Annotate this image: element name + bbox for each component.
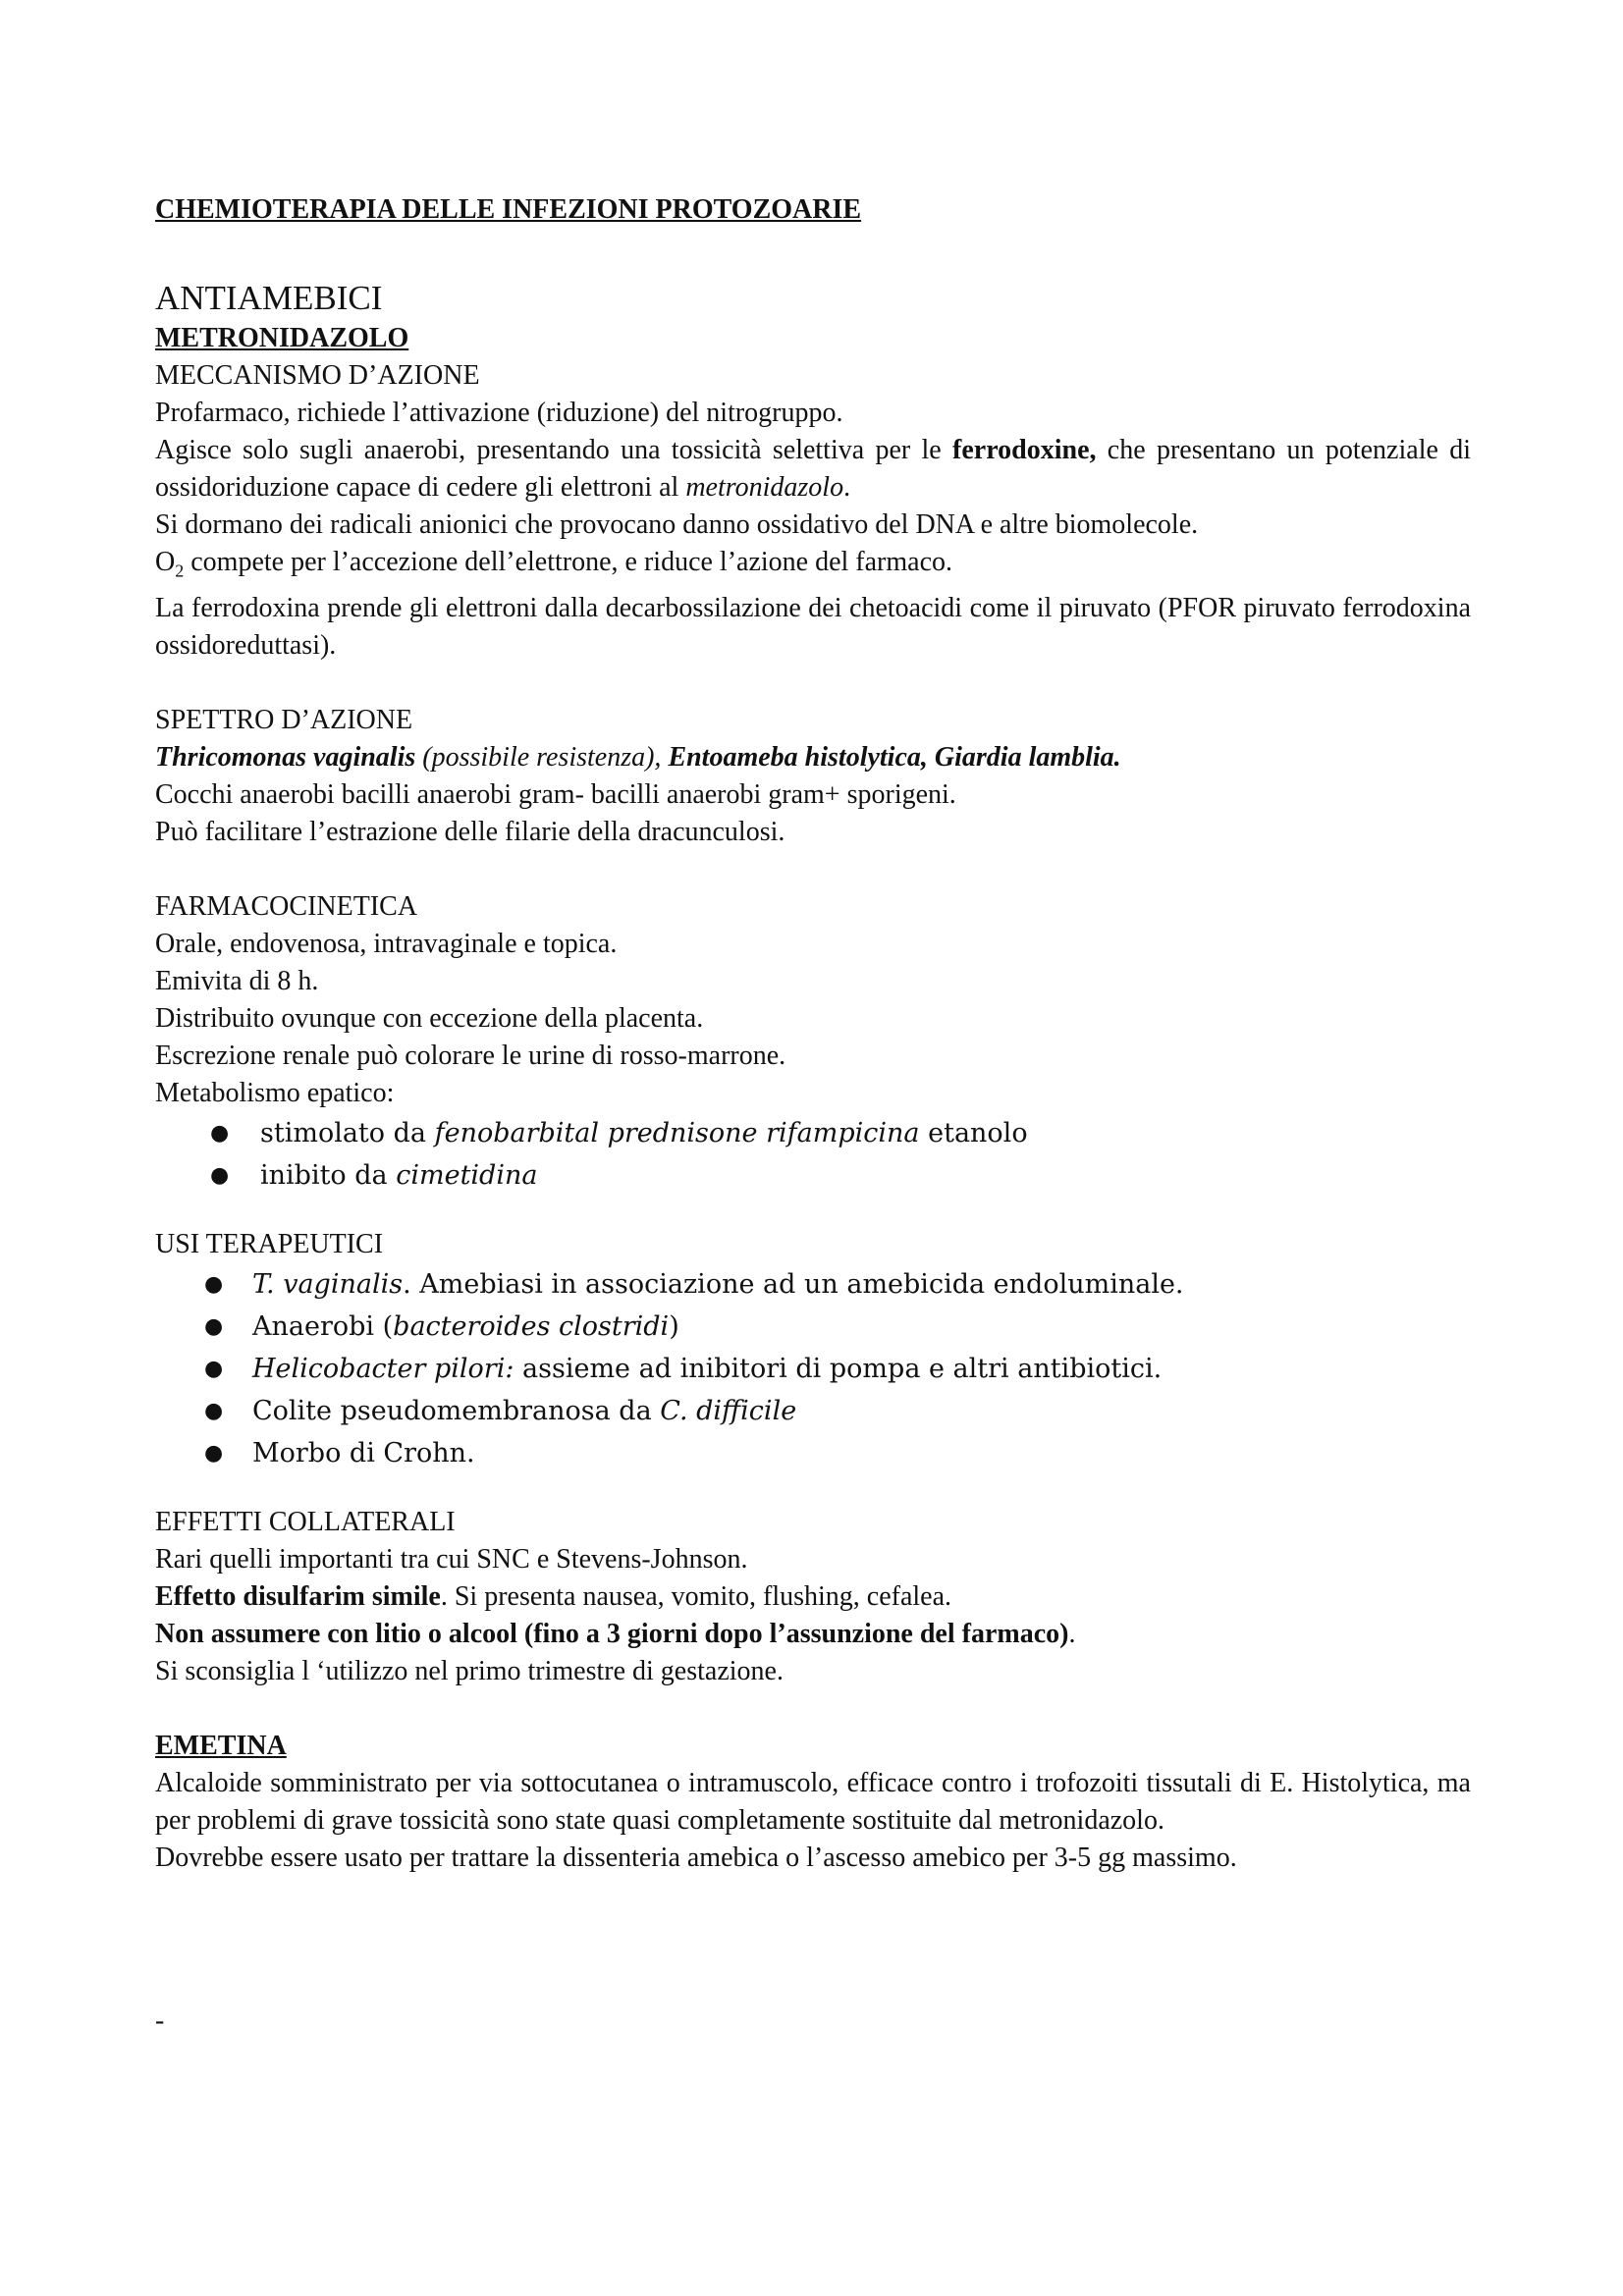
heading-spettro: SPETTRO D’AZIONE — [155, 704, 413, 735]
meccanismo-p1: Profarmaco, richiede l’attivazione (riduzione) del nitrogruppo. — [155, 398, 843, 428]
list-item: ● T. vaginalis. Amebiasi in associazione ad un amebicida endoluminale. — [155, 1263, 1471, 1306]
emetina-p1: Alcaloide somministrato per via sottocutanea o intramuscolo, efficace contro i trofozoiti tissutali di E. Histolytica, ma per problemi di grave tossicità sono state quasi completamente sostituite dal metronidazolo. — [155, 1767, 1471, 1836]
meccanismo-p2: Agisce solo sugli anaerobi, presentando una tossicità selettiva per le ferrodoxine, che presentano un potenziale di ossidoriduzione capace di cedere gli elettroni al metronidazolo. — [155, 435, 1471, 503]
list-item: ● Helicobacter pilori: assieme ad inibitori di pompa e altri antibiotici. — [155, 1348, 1471, 1390]
bullet-icon: ● — [210, 1120, 230, 1146]
heading-effetti: EFFETTI COLLATERALI — [155, 1506, 456, 1537]
emetina-p2: Dovrebbe essere usato per trattare la dissenteria amebica o l’ascesso amebico per 3-5 gg massimo. — [155, 1842, 1237, 1873]
bullet-icon: ● — [204, 1398, 224, 1423]
meccanismo-p5: La ferrodoxina prende gli elettroni dalla decarbossilazione dei chetoacidi come il piruvato (PFOR piruvato ferrodoxina ossidoreduttasi). — [155, 592, 1471, 661]
metabolismo-list — [155, 1112, 1471, 1197]
trailing-dash: - — [155, 2005, 165, 2036]
heading-farmacocinetica: FARMACOCINETICA — [155, 890, 418, 922]
meccanismo-p3: Si dormano dei radicali anionici che provocano danno ossidativo del DNA e altre biomolecole. — [155, 509, 1199, 540]
spettro-l1: Thricomonas vaginalis (possibile resistenza), Entoameba histolytica, Giardia lamblia. — [155, 741, 1121, 773]
bullet-icon: ● — [204, 1356, 224, 1381]
farmacocinetica-l4: Escrezione renale può colorare le urine di rosso-marrone. — [155, 1040, 786, 1071]
bullet-icon: ● — [204, 1313, 224, 1339]
heading-meccanismo: MECCANISMO D’AZIONE — [155, 360, 480, 391]
list-item: ● stimolato da fenobarbital prednisone rifampicina etanolo — [155, 1112, 1471, 1154]
spettro-l2: Cocchi anaerobi bacilli anaerobi gram- bacilli anaerobi gram+ sporigeni. — [155, 778, 956, 810]
drug-name-metronidazolo: METRONIDAZOLO — [155, 323, 409, 353]
meccanismo-p4: $O_2$ compete per l’accezione dell’elettrone, e riduce l’azione del farmaco. — [155, 547, 953, 581]
effetti-l2: Effetto disulfarim simile. Si presenta nausea, vomito, flushing, cefalea. — [155, 1580, 952, 1612]
usi-list — [155, 1263, 1471, 1474]
list-item: ● Morbo di Crohn. — [155, 1432, 1471, 1474]
drug-name-emetina: EMETINA — [155, 1730, 287, 1761]
bullet-icon: ● — [210, 1162, 230, 1188]
effetti-l4: Si sconsiglia l ‘utilizzo nel primo trimestre di gestazione. — [155, 1655, 784, 1686]
farmacocinetica-l5: Metabolismo epatico: — [155, 1077, 395, 1108]
list-item: ● inibito da cimetidina — [155, 1154, 1471, 1197]
spettro-l3: Può facilitare l’estrazione delle filarie della dracunculosi. — [155, 816, 785, 847]
farmacocinetica-l2: Emivita di 8 h. — [155, 965, 319, 996]
section-title: ANTIAMEBICI — [155, 279, 383, 317]
metronidazolo-section — [155, 320, 1471, 1877]
list-item: ● Colite pseudomembranosa da C. difficile — [155, 1390, 1471, 1432]
bullet-icon: ● — [204, 1271, 224, 1297]
heading-usi: USI TERAPEUTICI — [155, 1228, 384, 1259]
bullet-icon: ● — [204, 1440, 224, 1466]
list-item: ● Anaerobi (bacteroides clostridi) — [155, 1306, 1471, 1348]
farmacocinetica-l3: Distribuito ovunque con eccezione della placenta. — [155, 1002, 704, 1034]
effetti-l1: Rari quelli importanti tra cui SNC e Stevens-Johnson. — [155, 1543, 748, 1575]
farmacocinetica-l1: Orale, endovenosa, intravaginale e topica. — [155, 928, 618, 959]
effetti-l3: Non assumere con litio o alcool (fino a 3 giorni dopo l’assunzione del farmaco). — [155, 1618, 1076, 1649]
document-title: CHEMIOTERAPIA DELLE INFEZIONI PROTOZOARIE — [155, 194, 862, 225]
